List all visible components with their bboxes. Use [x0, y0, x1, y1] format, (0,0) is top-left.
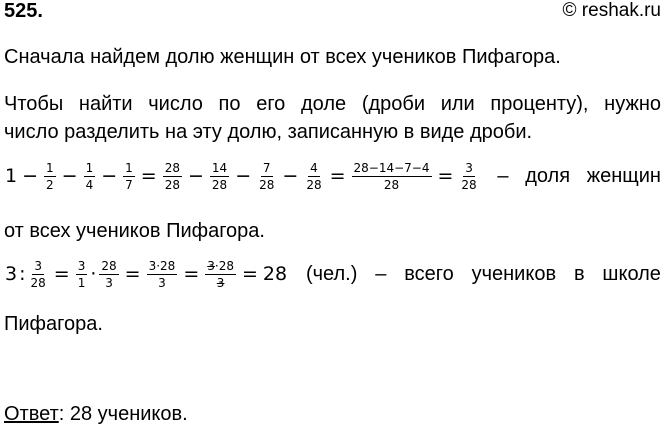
eq1-fraction-3-denominator: 7 — [125, 177, 133, 192]
eq2-colon: : — [19, 262, 26, 285]
eq2-equals: = — [124, 262, 141, 285]
eq1-fraction-5 — [210, 161, 229, 192]
eq2-result: 28 — [262, 262, 288, 285]
eq1-fraction-8 — [352, 161, 432, 192]
eq2-fraction-1-denominator: 28 — [30, 275, 46, 290]
eq1-dash: – — [497, 164, 509, 187]
answer-label: Ответ — [4, 403, 59, 425]
eq1-fraction-1-numerator: 1 — [46, 160, 54, 175]
eq2-cancelled-three-top: 3 — [207, 258, 215, 273]
equation-2-continuation: Пифагора. — [4, 313, 103, 335]
eq1-fraction-7-denominator: 28 — [306, 177, 322, 192]
eq2-three: 3 — [5, 262, 18, 285]
rule-text-line-1: Чтобы найти число по его доле (дроби или проценту), нужно — [4, 93, 661, 115]
equation-2-math — [4, 259, 288, 290]
eq2-fraction-4-denominator: 3 — [158, 275, 166, 290]
eq1-equals: = — [140, 164, 157, 187]
eq1-fraction-1 — [44, 161, 56, 192]
eq1-fraction-5-denominator: 28 — [211, 177, 228, 192]
eq2-dash: – — [375, 262, 387, 285]
eq1-fraction-7-numerator: 4 — [310, 160, 318, 175]
answer-text: : 28 учеников. — [58, 403, 188, 425]
eq1-fraction-9-numerator: 3 — [465, 160, 473, 175]
eq1-fraction-4-denominator: 28 — [164, 177, 180, 192]
eq1-equals: = — [329, 164, 346, 187]
eq2-fraction-3-numerator: 28 — [101, 258, 117, 273]
eq1-minus: − — [22, 164, 39, 187]
intro-text: Сначала найдем долю женщин от всех учеников Пифагора. — [4, 46, 561, 68]
eq1-equals: = — [437, 164, 454, 187]
eq2-fraction-1-numerator: 3 — [34, 258, 42, 273]
eq1-fraction-6 — [257, 161, 276, 192]
eq1-fraction-3 — [123, 161, 135, 192]
eq2-word-v: в — [573, 262, 585, 285]
eq1-fraction-9-denominator: 28 — [461, 177, 477, 192]
eq2-fraction-5-numerator — [205, 259, 236, 275]
eq2-unit: (чел.) — [305, 262, 358, 285]
eq1-fraction-8-denominator: 28 — [383, 177, 400, 192]
eq1-fraction-9 — [459, 161, 478, 192]
eq1-fraction-4 — [163, 161, 182, 192]
eq2-fraction-3-denominator: 3 — [105, 275, 113, 290]
eq1-fraction-2 — [84, 161, 96, 192]
rule-text-line-2: число разделить на эту долю, записанную в виде дроби. — [4, 121, 533, 143]
equation-1-math — [4, 161, 481, 192]
eq2-fraction-2-denominator: 1 — [77, 275, 86, 290]
eq1-minus: − — [235, 164, 252, 187]
eq2-word-uchenikov: учеников — [471, 262, 557, 285]
eq1-one: 1 — [5, 164, 18, 187]
eq2-cancelled-three-bottom: 3 — [216, 275, 225, 290]
eq1-fraction-7 — [304, 161, 323, 192]
eq2-fraction-4 — [147, 259, 178, 290]
watermark: © reshak.ru — [562, 0, 661, 21]
eq1-fraction-2-numerator: 1 — [85, 160, 94, 175]
eq2-word-vsego: всего — [404, 262, 454, 285]
equation-1 — [4, 155, 661, 197]
eq1-fraction-6-denominator: 28 — [259, 177, 275, 192]
eq1-fraction-3-numerator: 1 — [125, 160, 133, 175]
eq1-fraction-2-denominator: 4 — [85, 177, 94, 192]
eq1-minus: − — [187, 164, 204, 187]
eq2-fraction-4-numerator: 3·28 — [148, 258, 176, 273]
eq2-fraction-2-numerator: 3 — [77, 258, 86, 273]
equation-2 — [4, 253, 661, 295]
eq2-multiply-dot: · — [90, 262, 97, 285]
eq1-minus: − — [101, 164, 118, 187]
eq2-equals: = — [53, 262, 70, 285]
eq2-equals: = — [241, 262, 258, 285]
eq1-fraction-6-numerator: 7 — [262, 160, 271, 175]
answer — [4, 402, 188, 426]
eq1-fraction-4-numerator: 28 — [164, 160, 180, 175]
eq1-minus: − — [61, 164, 78, 187]
eq1-fraction-5-numerator: 14 — [211, 160, 228, 175]
eq2-fraction-5-cancelled — [205, 259, 236, 290]
eq1-word-dolya: доля — [525, 164, 571, 187]
eq1-fraction-8-numerator: 28−14−7−4 — [353, 160, 430, 175]
eq2-fraction-5-denominator — [215, 275, 227, 290]
eq2-fraction-2 — [76, 259, 88, 290]
header — [4, 0, 661, 26]
eq2-remaining-factor: ·28 — [214, 258, 234, 273]
eq2-fraction-1 — [29, 259, 48, 290]
eq2-equals: = — [183, 262, 200, 285]
eq2-word-shkole: школе — [602, 262, 661, 285]
eq2-fraction-3 — [99, 259, 118, 290]
problem-number: 525. — [4, 0, 43, 22]
eq1-fraction-1-denominator: 2 — [46, 177, 54, 192]
eq1-minus: − — [282, 164, 299, 187]
equation-1-continuation: от всех учеников Пифагора. — [4, 220, 265, 242]
eq1-word-zhenshchin: женщин — [586, 164, 661, 187]
